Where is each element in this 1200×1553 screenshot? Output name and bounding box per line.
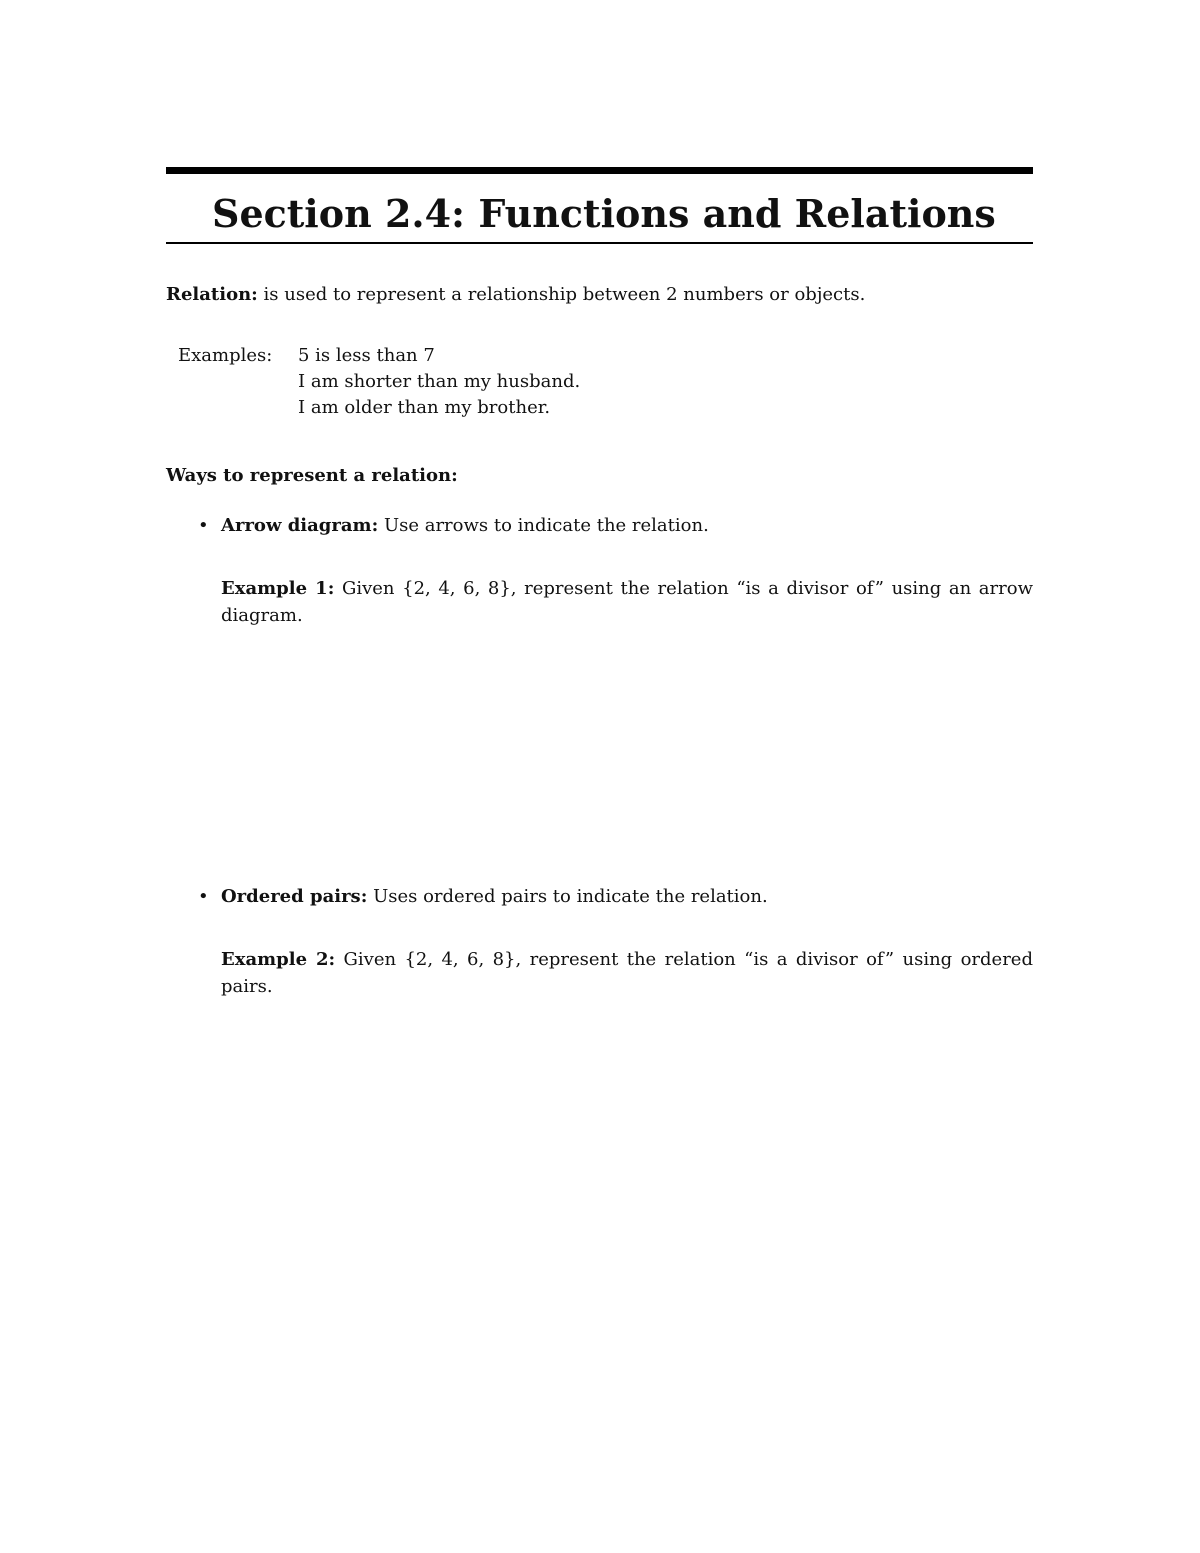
relation-term: Relation: — [166, 284, 258, 305]
method-description: Uses ordered pairs to indicate the relation. — [367, 886, 768, 907]
examples-list — [298, 343, 580, 421]
example-label: Example 1: — [221, 578, 335, 599]
ways-heading: Ways to represent a relation: — [166, 465, 458, 486]
examples-label: Examples: — [178, 345, 273, 366]
page-title: Section 2.4: Functions and Relations — [212, 191, 996, 236]
bullet-icon: • — [198, 515, 209, 536]
example-label: Example 2: — [221, 949, 336, 970]
example-1 — [221, 575, 1033, 629]
method-ordered-pairs — [221, 884, 768, 910]
example-item: I am shorter than my husband. — [298, 371, 581, 392]
example-text: Given {2, 4, 6, 8}, represent the relation “is a divisor of” using ordered pairs. — [221, 949, 1033, 997]
bullet-icon: • — [198, 886, 209, 907]
method-name: Arrow diagram: — [221, 515, 379, 536]
method-description: Use arrows to indicate the relation. — [378, 515, 709, 536]
title-top-rule — [166, 167, 1033, 174]
example-2 — [221, 946, 1033, 1000]
method-name: Ordered pairs: — [221, 886, 368, 907]
example-item: 5 is less than 7 — [298, 345, 435, 366]
relation-definition — [166, 282, 865, 308]
method-arrow-diagram — [221, 513, 709, 539]
relation-definition-text: is used to represent a relationship between 2 numbers or objects. — [257, 284, 866, 305]
title-bottom-rule — [166, 242, 1033, 244]
example-text: Given {2, 4, 6, 8}, represent the relation “is a divisor of” using an arrow diagram. — [221, 578, 1033, 626]
example-item: I am older than my brother. — [298, 397, 551, 418]
